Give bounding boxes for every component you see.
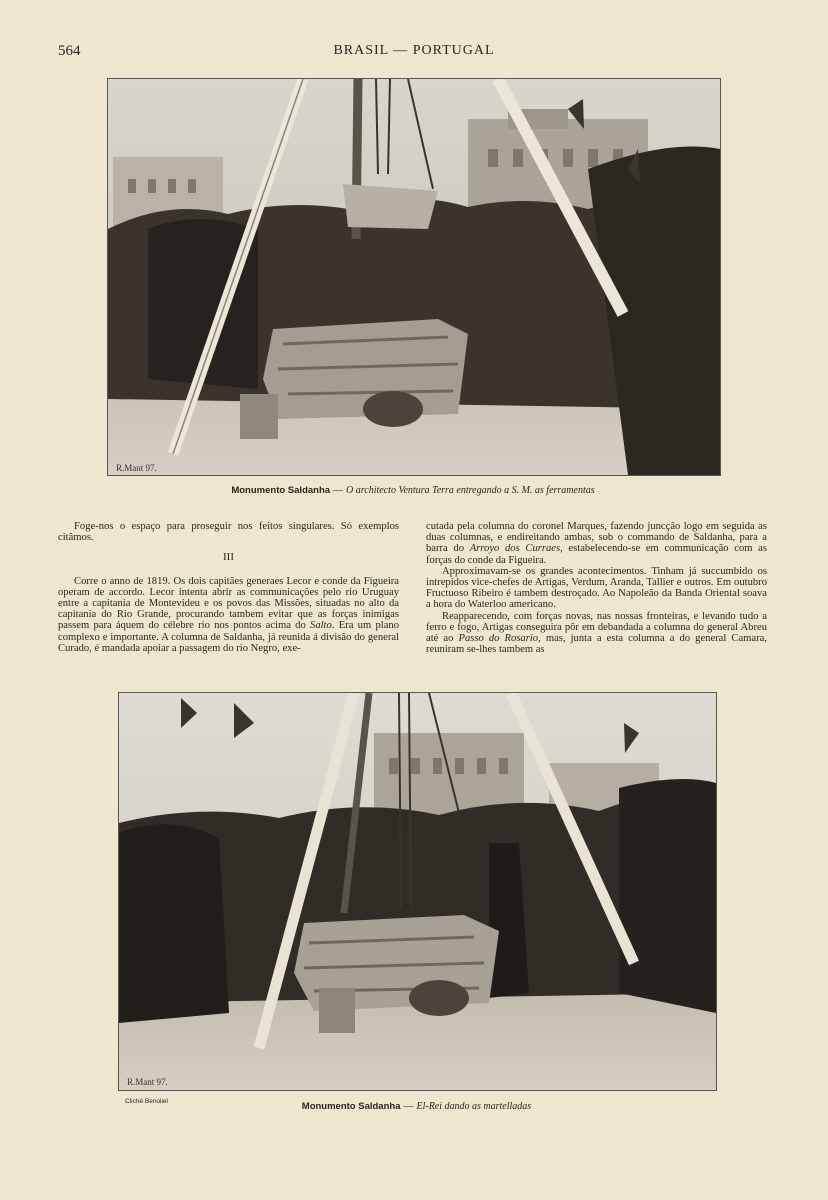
paragraph xyxy=(426,521,767,566)
paragraph: Foge-nos o espaço para proseguir nos feitos singulares. Só exemplos citâmos. xyxy=(58,521,399,544)
caption-top xyxy=(107,485,719,496)
caption-title: Monumento Saldanha xyxy=(301,1101,401,1112)
paragraph-text: Corre o anno de 1819. Os dois capitães generaes Lecor e conde da Figueira operam de accordo. Lecor intenta abrir as communicações pelo rio Uruguay entre a capitania de Montevideu e os povos das Missões, situadas no alto da capitania do Rio Grande, procurando tambem evitar que as forças inimigas passem para áquem do célebre rio nos pontos acima do xyxy=(58,575,399,632)
caption-description: O architecto Ventura Terra entregando a S. M. as ferramentas xyxy=(346,485,595,496)
article-column-right xyxy=(426,521,767,655)
paragraph: Approximavam-se os grandes acontecimentos. Tinham já succumbido os intrepidos vice-chefes de Artigas, Verdum, Aranda, Tallier e outros. Em outubro Fructuoso Ribeiro é tambem destroçado. Ao Napoleão da Banda Oriental soava a hora do Waterloo americano. xyxy=(426,565,767,611)
photo-illustration xyxy=(108,79,720,475)
photo-signature: R.Mant 97. xyxy=(127,1077,168,1087)
paragraph-text: , mas, junta a esta columna a do general Camara, reuniram se-lhes tambem as xyxy=(426,633,767,656)
caption-separator: — xyxy=(403,1101,414,1112)
paragraph-text: . Era um plano complexo e importante. A columna de Saldanha, já reunida á divisão do general Curado, é mandada apoiar a passagem do rio Negro, exe- xyxy=(58,620,399,654)
article-column-left xyxy=(58,521,399,654)
caption-bottom xyxy=(118,1101,715,1112)
paragraph-text: cutada pela columna do coronel Marques, fazendo juncção logo em seguida as duas columnas, e endireitando ambas, sob o commando de Saldanha, para a barra do xyxy=(426,521,767,555)
page-number: 564 xyxy=(58,43,81,59)
section-number: III xyxy=(223,551,234,564)
place-name: Passo do Rosario xyxy=(458,633,539,645)
paragraph-text: , estabelecendo-se em communicação com as forças do conde da Figueira. xyxy=(426,543,767,566)
running-title: BRASIL — PORTUGAL xyxy=(333,43,495,58)
paragraph xyxy=(58,576,399,654)
paragraph xyxy=(426,611,767,656)
caption-title: Monumento Saldanha xyxy=(231,485,331,496)
caption-separator: — xyxy=(333,485,344,496)
photo-signature: R.Mant 97. xyxy=(116,463,157,473)
place-name: Arroyo dos Curraes xyxy=(469,543,561,555)
photo-credit: Cliché Benoliel xyxy=(125,1098,168,1105)
photo-architect-handing-tools xyxy=(107,78,721,476)
place-name: Salto xyxy=(310,620,332,632)
photo-illustration xyxy=(119,693,716,1090)
paragraph-text: Reapparecendo, com forças novas, nas nossas fronteiras, e levando tudo a ferro e fogo, Artigas conseguira pôr em debandada a columna do general Abreu até ao xyxy=(426,610,767,645)
caption-description: El-Rei dando as martelladas xyxy=(416,1101,532,1112)
photo-king-striking-hammer xyxy=(118,692,717,1091)
